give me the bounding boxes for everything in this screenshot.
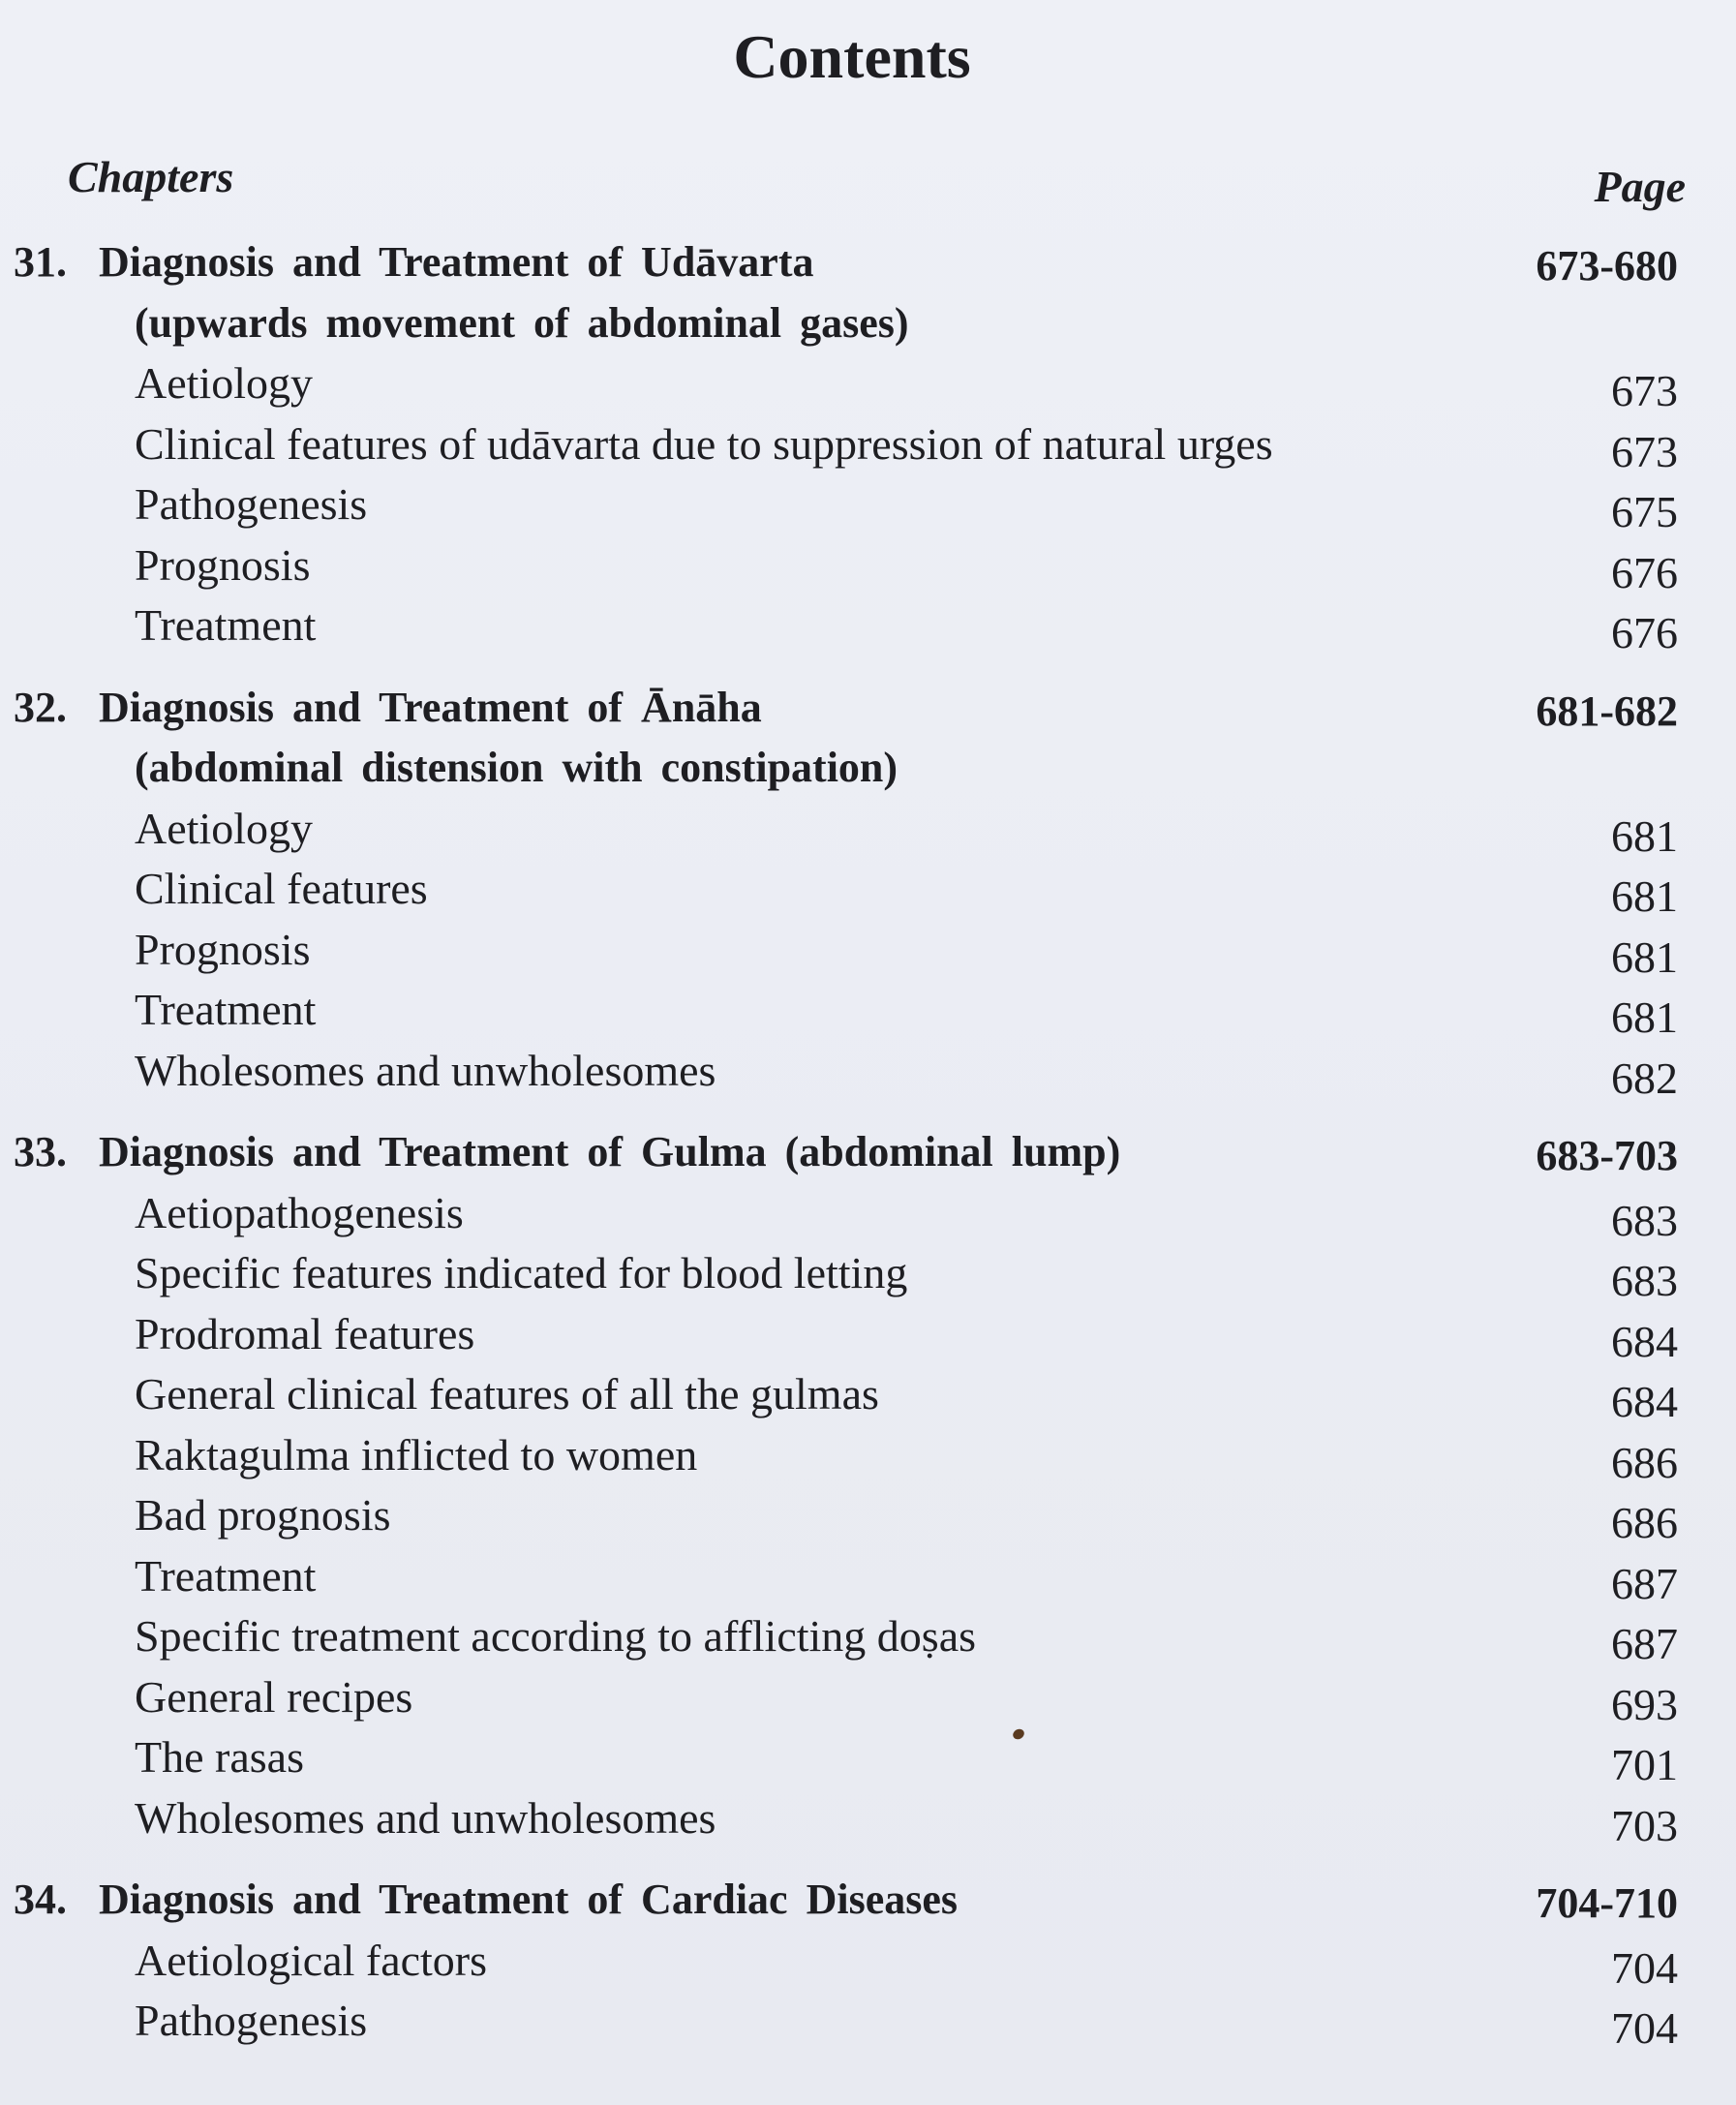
section-page-number: 683 xyxy=(1611,1256,1678,1305)
section-entry xyxy=(0,353,1736,414)
section-entry xyxy=(0,1485,1736,1546)
section-entry xyxy=(0,1364,1736,1425)
section-entry xyxy=(0,859,1736,920)
chapter-title: Diagnosis and Treatment of Ānāha xyxy=(99,683,762,731)
section-title: Treatment xyxy=(135,600,317,650)
section-page-number: 686 xyxy=(1611,1498,1678,1547)
chapter-entry xyxy=(0,1870,1736,2052)
section-title: Wholesomes and unwholesomes xyxy=(135,1792,716,1843)
section-page-number: 704 xyxy=(1611,1942,1678,1993)
section-page-number: 673 xyxy=(1611,366,1678,415)
section-page-number: 687 xyxy=(1611,1619,1678,1668)
section-title: The rasas xyxy=(135,1732,304,1782)
chapter-title: Diagnosis and Treatment of Cardiac Diseases xyxy=(99,1876,958,1923)
chapter-entry xyxy=(0,232,1736,656)
page-title: Contents xyxy=(733,22,971,91)
chapter-subtitle: (abdominal distension with constipation) xyxy=(135,744,898,791)
section-title: Aetiological factors xyxy=(135,1935,488,1985)
section-page-number: 676 xyxy=(1611,547,1678,597)
section-entry xyxy=(0,1991,1736,2052)
section-page-number: 684 xyxy=(1611,1377,1678,1426)
section-page-number: 683 xyxy=(1611,1195,1678,1245)
section-title: Treatment xyxy=(135,1550,317,1601)
chapter-number: 33. xyxy=(14,1128,67,1175)
section-title: Pathogenesis xyxy=(135,479,368,529)
chapter-page-range: 681-682 xyxy=(1536,686,1678,735)
section-entry xyxy=(0,1425,1736,1486)
section-title: Aetiology xyxy=(135,803,313,853)
page-column-header: Page xyxy=(1594,162,1686,211)
section-entry xyxy=(0,920,1736,981)
section-entry xyxy=(0,1788,1736,1849)
section-title: Clinical features of udāvarta due to suppression of natural urges xyxy=(135,418,1273,469)
section-page-number: 693 xyxy=(1611,1679,1678,1729)
section-title: Bad prognosis xyxy=(135,1490,391,1540)
section-entry xyxy=(0,1546,1736,1607)
section-entry xyxy=(0,595,1736,656)
section-title: Clinical features xyxy=(135,864,428,913)
chapter-page-range: 683-703 xyxy=(1536,1132,1678,1179)
section-page-number: 703 xyxy=(1611,1800,1678,1850)
section-page-number: 681 xyxy=(1611,871,1678,921)
chapters-column-header: Chapters xyxy=(68,152,234,201)
chapter-heading-row xyxy=(0,1870,1736,1931)
section-title: General clinical features of all the gulmas xyxy=(135,1369,879,1419)
section-page-number: 681 xyxy=(1611,810,1678,861)
section-entry xyxy=(0,1667,1736,1728)
section-page-number: 704 xyxy=(1611,2003,1678,2053)
section-entry xyxy=(0,535,1736,596)
section-title: Prognosis xyxy=(135,539,311,590)
section-page-number: 681 xyxy=(1611,992,1678,1042)
section-title: Specific treatment according to afflicting doṣas xyxy=(135,1611,977,1661)
section-entry xyxy=(0,1606,1736,1667)
section-title: Specific features indicated for blood letting xyxy=(135,1248,908,1297)
section-title: Aetiology xyxy=(135,358,313,408)
section-entry xyxy=(0,1931,1736,1992)
chapter-page-range: 673-680 xyxy=(1536,242,1678,290)
section-page-number: 682 xyxy=(1611,1052,1678,1103)
chapter-heading-row xyxy=(0,232,1736,293)
chapter-entry xyxy=(0,1122,1736,1848)
section-title: Pathogenesis xyxy=(135,1996,368,2045)
section-title: Prognosis xyxy=(135,924,311,974)
section-title: Aetiopathogenesis xyxy=(135,1187,464,1237)
section-entry xyxy=(0,1727,1736,1788)
contents-list xyxy=(0,232,1736,2052)
section-page-number: 701 xyxy=(1611,1740,1678,1789)
section-title: Wholesomes and unwholesomes xyxy=(135,1045,716,1095)
section-page-number: 675 xyxy=(1611,487,1678,536)
chapter-title: Diagnosis and Treatment of Udāvarta xyxy=(99,238,814,286)
section-page-number: 681 xyxy=(1611,931,1678,982)
chapter-subtitle-row xyxy=(0,738,1736,799)
section-title: Prodromal features xyxy=(135,1308,475,1358)
section-entry xyxy=(0,980,1736,1041)
chapter-subtitle: (upwards movement of abdominal gases) xyxy=(135,298,909,347)
section-page-number: 686 xyxy=(1611,1437,1678,1487)
section-title: Raktagulma inflicted to women xyxy=(135,1429,698,1480)
chapter-number: 34. xyxy=(14,1876,67,1923)
section-entry xyxy=(0,474,1736,535)
section-entry xyxy=(0,414,1736,475)
section-entry xyxy=(0,1183,1736,1244)
chapter-number: 31. xyxy=(14,238,67,286)
chapter-heading-row xyxy=(0,1122,1736,1183)
section-entry xyxy=(0,1243,1736,1304)
section-page-number: 684 xyxy=(1611,1316,1678,1366)
chapter-subtitle-row xyxy=(0,293,1736,354)
chapter-entry xyxy=(0,678,1736,1102)
chapter-number: 32. xyxy=(14,683,67,731)
section-entry xyxy=(0,799,1736,860)
chapter-page-range: 704-710 xyxy=(1536,1879,1678,1927)
section-page-number: 676 xyxy=(1611,608,1678,657)
section-title: General recipes xyxy=(135,1671,413,1722)
section-title: Treatment xyxy=(135,985,317,1034)
chapter-title: Diagnosis and Treatment of Gulma (abdominal lump) xyxy=(99,1128,1121,1175)
section-page-number: 673 xyxy=(1611,426,1678,476)
section-entry xyxy=(0,1304,1736,1365)
section-entry xyxy=(0,1041,1736,1102)
chapter-heading-row xyxy=(0,678,1736,739)
section-page-number: 687 xyxy=(1611,1558,1678,1608)
